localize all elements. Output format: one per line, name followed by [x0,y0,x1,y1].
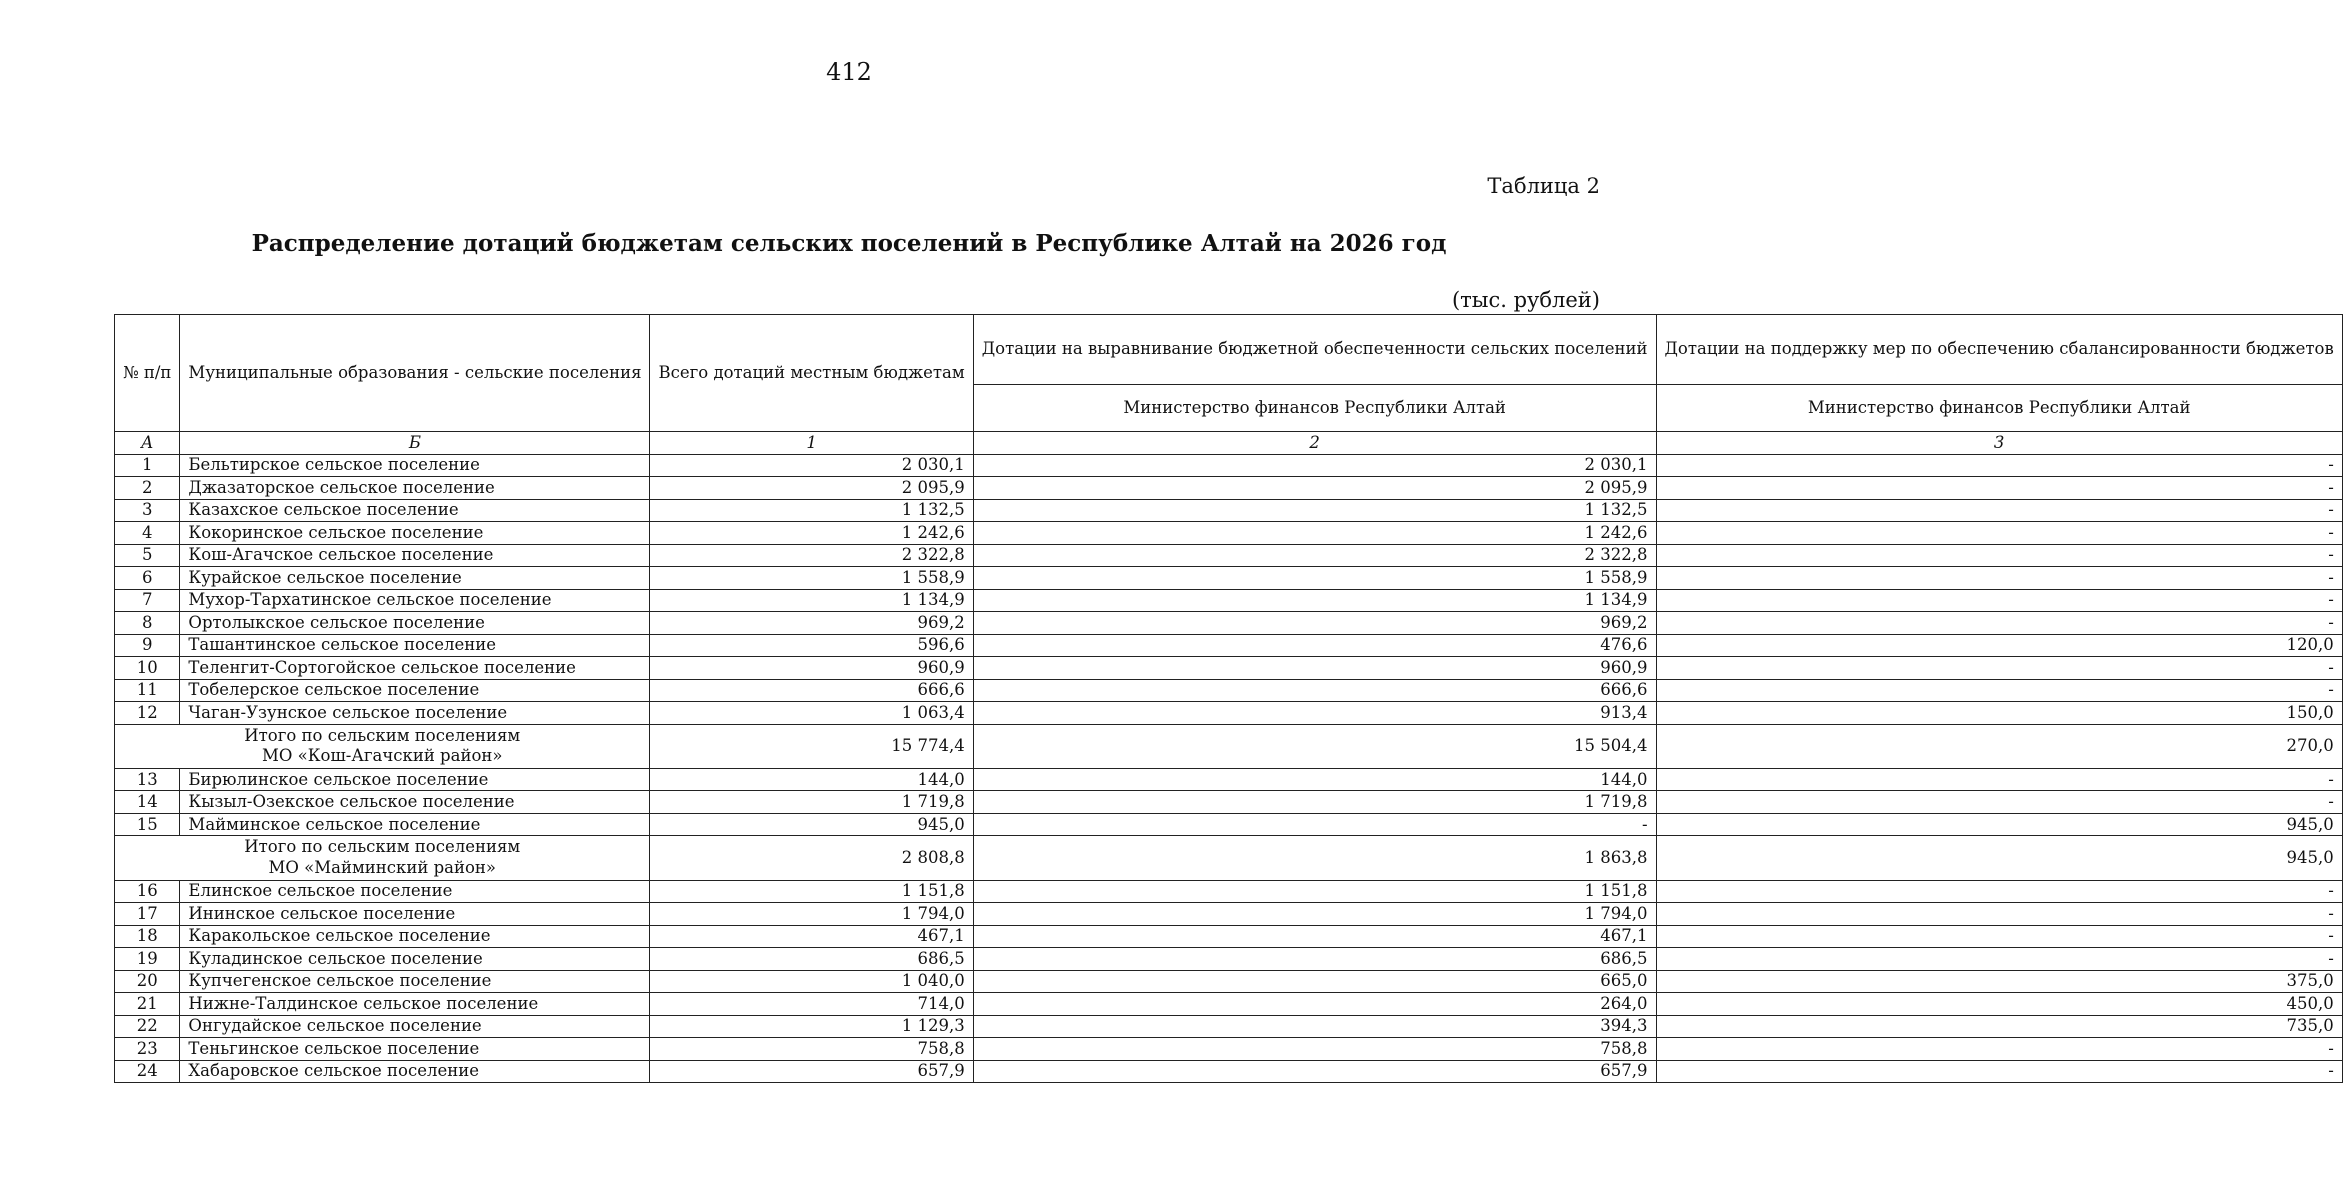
settlement-name: Купчегенское сельское поселение [180,970,650,993]
balance-subsidy: - [1656,791,2342,814]
equalization-subsidy: 1 134,9 [973,589,1656,612]
balance-subsidy: - [1656,499,2342,522]
row-number: 12 [115,702,180,725]
table-row [115,477,2343,500]
header-num: № п/п [115,315,180,432]
total-subsidy: 1 134,9 [650,589,973,612]
row-number: 16 [115,880,180,903]
subtotal-label-line: МО «Майминский район» [268,857,497,877]
balance-subsidy: - [1656,657,2342,680]
equalization-subsidy: 15 504,4 [973,724,1656,768]
equalization-subsidy: 144,0 [973,768,1656,791]
row-number: 5 [115,544,180,567]
row-number: 19 [115,948,180,971]
settlement-name: Бельтирское сельское поселение [180,454,650,477]
equalization-subsidy: 1 151,8 [973,880,1656,903]
row-number: 11 [115,679,180,702]
settlement-name: Хабаровское сельское поселение [180,1060,650,1083]
table-row [115,903,2343,926]
table-row [115,948,2343,971]
balance-subsidy: - [1656,903,2342,926]
settlement-name: Теньгинское сельское поселение [180,1038,650,1061]
total-subsidy: 144,0 [650,768,973,791]
document-title: Распределение дотаций бюджетам сельских поселений в Республике Алтай на 2026 год [251,230,1447,257]
header-balance: Дотации на поддержку мер по обеспечению сбалансированности бюджетов [1656,315,2342,385]
subtotal-row [115,836,2343,880]
row-number: 15 [115,813,180,836]
total-subsidy: 945,0 [650,813,973,836]
column-index: 2 [973,432,1656,455]
table-row [115,589,2343,612]
total-subsidy: 1 719,8 [650,791,973,814]
row-number: 3 [115,499,180,522]
equalization-subsidy: 264,0 [973,993,1656,1016]
equalization-subsidy: 1 558,9 [973,567,1656,590]
table-row [115,970,2343,993]
balance-subsidy: - [1656,880,2342,903]
settlement-name: Ининское сельское поселение [180,903,650,926]
total-subsidy: 2 095,9 [650,477,973,500]
row-number: 23 [115,1038,180,1061]
equalization-subsidy: - [973,813,1656,836]
column-index: 3 [1656,432,2342,455]
row-number: 8 [115,612,180,635]
balance-subsidy: - [1656,925,2342,948]
units-label: (тыс. рублей) [1451,288,1600,312]
balance-subsidy: - [1656,544,2342,567]
table-row [115,522,2343,545]
balance-subsidy: 945,0 [1656,836,2342,880]
settlement-name: Теленгит-Сортогойское сельское поселение [180,657,650,680]
settlement-name: Куладинское сельское поселение [180,948,650,971]
table-row [115,499,2343,522]
equalization-subsidy: 969,2 [973,612,1656,635]
header-name: Муниципальные образования - сельские поселения [180,315,650,432]
equalization-subsidy: 1 719,8 [973,791,1656,814]
header-balance-ministry: Министерство финансов Республики Алтай [1656,385,2342,432]
settlement-name: Курайское сельское поселение [180,567,650,590]
settlement-name: Кокоринское сельское поселение [180,522,650,545]
total-subsidy: 969,2 [650,612,973,635]
column-index-row [115,432,2343,455]
equalization-subsidy: 394,3 [973,1015,1656,1038]
balance-subsidy: 270,0 [1656,724,2342,768]
balance-subsidy: 120,0 [1656,634,2342,657]
page-number: 412 [826,58,872,86]
balance-subsidy: - [1656,567,2342,590]
row-number: 4 [115,522,180,545]
total-subsidy: 1 558,9 [650,567,973,590]
row-number: 18 [115,925,180,948]
balance-subsidy: 375,0 [1656,970,2342,993]
equalization-subsidy: 2 030,1 [973,454,1656,477]
row-number: 7 [115,589,180,612]
equalization-subsidy: 666,6 [973,679,1656,702]
row-number: 2 [115,477,180,500]
header-equalization: Дотации на выравнивание бюджетной обеспеченности сельских поселений [973,315,1656,385]
column-index: А [115,432,180,455]
equalization-subsidy: 665,0 [973,970,1656,993]
table-row [115,679,2343,702]
header-total: Всего дотаций местным бюджетам [650,315,973,432]
balance-subsidy: - [1656,454,2342,477]
settlement-name: Ташантинское сельское поселение [180,634,650,657]
table-row [115,657,2343,680]
row-number: 13 [115,768,180,791]
subtotal-label-line: Итого по сельским поселениям [244,725,521,745]
table-row [115,993,2343,1016]
column-index: 1 [650,432,973,455]
table-row [115,544,2343,567]
header-equalization-ministry: Министерство финансов Республики Алтай [973,385,1656,432]
equalization-subsidy: 686,5 [973,948,1656,971]
table-row [115,612,2343,635]
equalization-subsidy: 2 322,8 [973,544,1656,567]
settlement-name: Майминское сельское поселение [180,813,650,836]
equalization-subsidy: 1 132,5 [973,499,1656,522]
total-subsidy: 467,1 [650,925,973,948]
balance-subsidy: 735,0 [1656,1015,2342,1038]
total-subsidy: 2 808,8 [650,836,973,880]
table-row [115,925,2343,948]
table-row [115,702,2343,725]
row-number: 10 [115,657,180,680]
subsidy-table [114,314,2343,1083]
row-number: 21 [115,993,180,1016]
total-subsidy: 758,8 [650,1038,973,1061]
total-subsidy: 596,6 [650,634,973,657]
balance-subsidy: 150,0 [1656,702,2342,725]
settlement-name: Кош-Агачское сельское поселение [180,544,650,567]
table-row [115,1015,2343,1038]
total-subsidy: 2 030,1 [650,454,973,477]
total-subsidy: 1 794,0 [650,903,973,926]
balance-subsidy: - [1656,948,2342,971]
settlement-name: Чаган-Узунское сельское поселение [180,702,650,725]
settlement-name: Каракольское сельское поселение [180,925,650,948]
table-row [115,634,2343,657]
equalization-subsidy: 1 794,0 [973,903,1656,926]
total-subsidy: 1 242,6 [650,522,973,545]
total-subsidy: 666,6 [650,679,973,702]
balance-subsidy: - [1656,768,2342,791]
subtotal-row [115,724,2343,768]
subtotal-label-line: Итого по сельским поселениям [244,837,521,857]
settlement-name: Мухор-Тархатинское сельское поселение [180,589,650,612]
settlement-name: Тобелерское сельское поселение [180,679,650,702]
total-subsidy: 1 132,5 [650,499,973,522]
subtotal-label-line: МО «Кош-Агачский район» [262,746,503,766]
balance-subsidy: - [1656,612,2342,635]
row-number: 17 [115,903,180,926]
balance-subsidy: 450,0 [1656,993,2342,1016]
settlement-name: Онгудайское сельское поселение [180,1015,650,1038]
total-subsidy: 15 774,4 [650,724,973,768]
settlement-name: Нижне-Талдинское сельское поселение [180,993,650,1016]
total-subsidy: 960,9 [650,657,973,680]
equalization-subsidy: 2 095,9 [973,477,1656,500]
row-number: 22 [115,1015,180,1038]
row-number: 1 [115,454,180,477]
table-row [115,1060,2343,1083]
row-number: 6 [115,567,180,590]
total-subsidy: 1 040,0 [650,970,973,993]
equalization-subsidy: 758,8 [973,1038,1656,1061]
table-label: Таблица 2 [1487,174,1600,198]
equalization-subsidy: 960,9 [973,657,1656,680]
equalization-subsidy: 1 863,8 [973,836,1656,880]
equalization-subsidy: 476,6 [973,634,1656,657]
settlement-name: Елинское сельское поселение [180,880,650,903]
column-index: Б [180,432,650,455]
settlement-name: Бирюлинское сельское поселение [180,768,650,791]
balance-subsidy: - [1656,589,2342,612]
total-subsidy: 1 063,4 [650,702,973,725]
total-subsidy: 1 151,8 [650,880,973,903]
table-row [115,454,2343,477]
table-row [115,567,2343,590]
row-number: 14 [115,791,180,814]
settlement-name: Казахское сельское поселение [180,499,650,522]
balance-subsidy: 945,0 [1656,813,2342,836]
table-row [115,880,2343,903]
balance-subsidy: - [1656,477,2342,500]
subtotal-label [115,724,650,768]
total-subsidy: 657,9 [650,1060,973,1083]
balance-subsidy: - [1656,679,2342,702]
total-subsidy: 686,5 [650,948,973,971]
subtotal-label [115,836,650,880]
table-row [115,791,2343,814]
settlement-name: Ортолыкское сельское поселение [180,612,650,635]
total-subsidy: 714,0 [650,993,973,1016]
row-number: 9 [115,634,180,657]
balance-subsidy: - [1656,1060,2342,1083]
table-row [115,768,2343,791]
balance-subsidy: - [1656,1038,2342,1061]
table-row [115,813,2343,836]
settlement-name: Джазаторское сельское поселение [180,477,650,500]
header-row [115,315,2343,385]
equalization-subsidy: 467,1 [973,925,1656,948]
row-number: 24 [115,1060,180,1083]
total-subsidy: 1 129,3 [650,1015,973,1038]
settlement-name: Кызыл-Озекское сельское поселение [180,791,650,814]
equalization-subsidy: 1 242,6 [973,522,1656,545]
equalization-subsidy: 913,4 [973,702,1656,725]
total-subsidy: 2 322,8 [650,544,973,567]
row-number: 20 [115,970,180,993]
table-row [115,1038,2343,1061]
equalization-subsidy: 657,9 [973,1060,1656,1083]
balance-subsidy: - [1656,522,2342,545]
